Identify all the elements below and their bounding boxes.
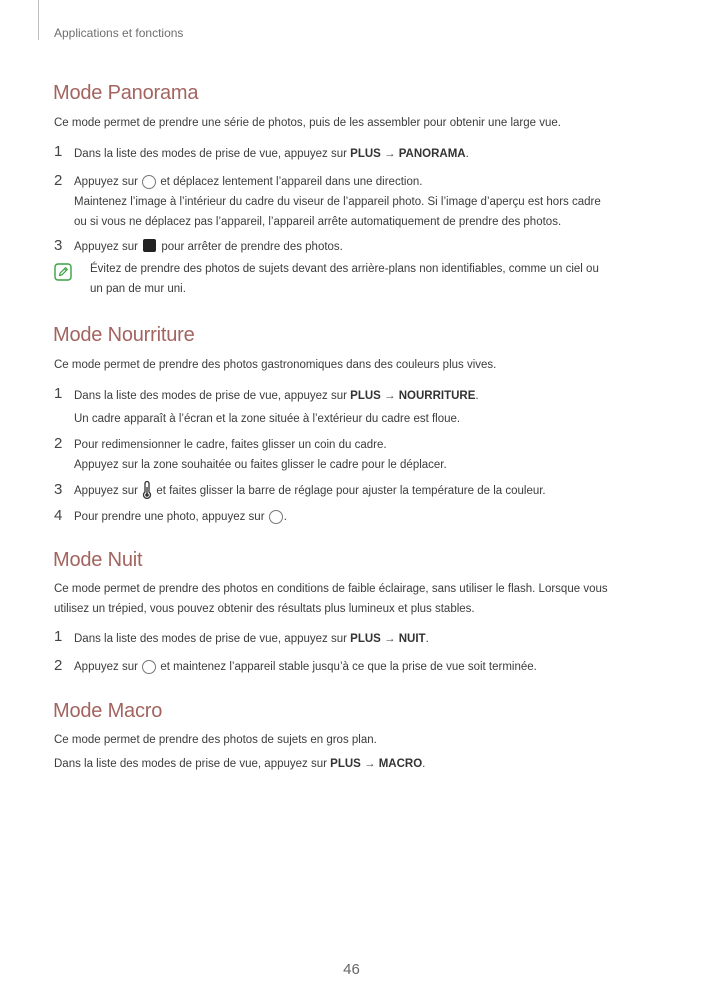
- step-number: 4: [54, 507, 63, 524]
- step-number: 1: [54, 385, 63, 402]
- nuit-intro: Ce mode permet de prendre des photos en conditions de faible éclairage, sans utiliser le flash. Lorsque vous utilisez un trépied, vous pouvez obtenir des résultats plus lumineux et plus stables.: [54, 583, 608, 615]
- keyword-panorama: PANORAMA: [398, 148, 466, 160]
- keyword-plus: PLUS: [330, 758, 361, 770]
- keyword-nuit: NUIT: [398, 633, 426, 645]
- panorama-intro: Ce mode permet de prendre une série de photos, puis de les assembler pour obtenir une large vue.: [54, 117, 561, 129]
- keyword-nourriture: NOURRITURE: [398, 390, 476, 402]
- nourriture-step-1-detail: Un cadre apparaît à l’écran et la zone située à l’extérieur du cadre est floue.: [74, 413, 461, 425]
- stop-button-icon: [143, 239, 156, 252]
- panorama-step-2-detail-1: Maintenez l’image à l’intérieur du cadre du viseur de l’appareil photo. Si l’image d’aperçu est hors cadre: [74, 196, 601, 208]
- macro-instruction: Dans la liste des modes de prise de vue, appuyez sur PLUS → MACRO.: [54, 758, 426, 770]
- thermometer-icon: [142, 481, 152, 499]
- step-number: 2: [54, 435, 63, 452]
- nourriture-intro: Ce mode permet de prendre des photos gastronomiques dans des couleurs plus vives.: [54, 359, 497, 371]
- note-pencil-icon: [54, 263, 72, 281]
- shutter-button-icon: [142, 175, 156, 189]
- keyword-plus: PLUS: [350, 390, 381, 402]
- section-header: Applications et fonctions: [54, 26, 184, 40]
- step-number: 1: [54, 628, 63, 645]
- shutter-button-icon: [269, 510, 283, 524]
- keyword-macro: MACRO: [378, 758, 423, 770]
- step-number: 2: [54, 657, 63, 674]
- shutter-button-icon: [142, 660, 156, 674]
- step-number: 3: [54, 237, 63, 254]
- panorama-note: Évitez de prendre des photos de sujets devant des arrière-plans non identifiables, comme un ciel ou un pan de mur uni.: [90, 263, 599, 295]
- step-number: 3: [54, 481, 63, 498]
- margin-rule: [38, 0, 39, 40]
- keyword-plus: PLUS: [350, 148, 381, 160]
- step-number: 2: [54, 172, 63, 189]
- panorama-step-2-detail-2: ou si vous ne déplacez pas l’appareil, l’appareil arrête automatiquement de prendre des photos.: [74, 216, 562, 228]
- macro-intro: Ce mode permet de prendre des photos de sujets en gros plan.: [54, 734, 377, 746]
- step-number: 1: [54, 143, 63, 160]
- keyword-plus: PLUS: [350, 633, 381, 645]
- heading-nuit: Mode Nuit: [53, 549, 143, 571]
- heading-nourriture: Mode Nourriture: [53, 324, 195, 346]
- heading-macro: Mode Macro: [53, 700, 163, 722]
- heading-panorama: Mode Panorama: [53, 82, 199, 104]
- page-number: 46: [343, 961, 360, 978]
